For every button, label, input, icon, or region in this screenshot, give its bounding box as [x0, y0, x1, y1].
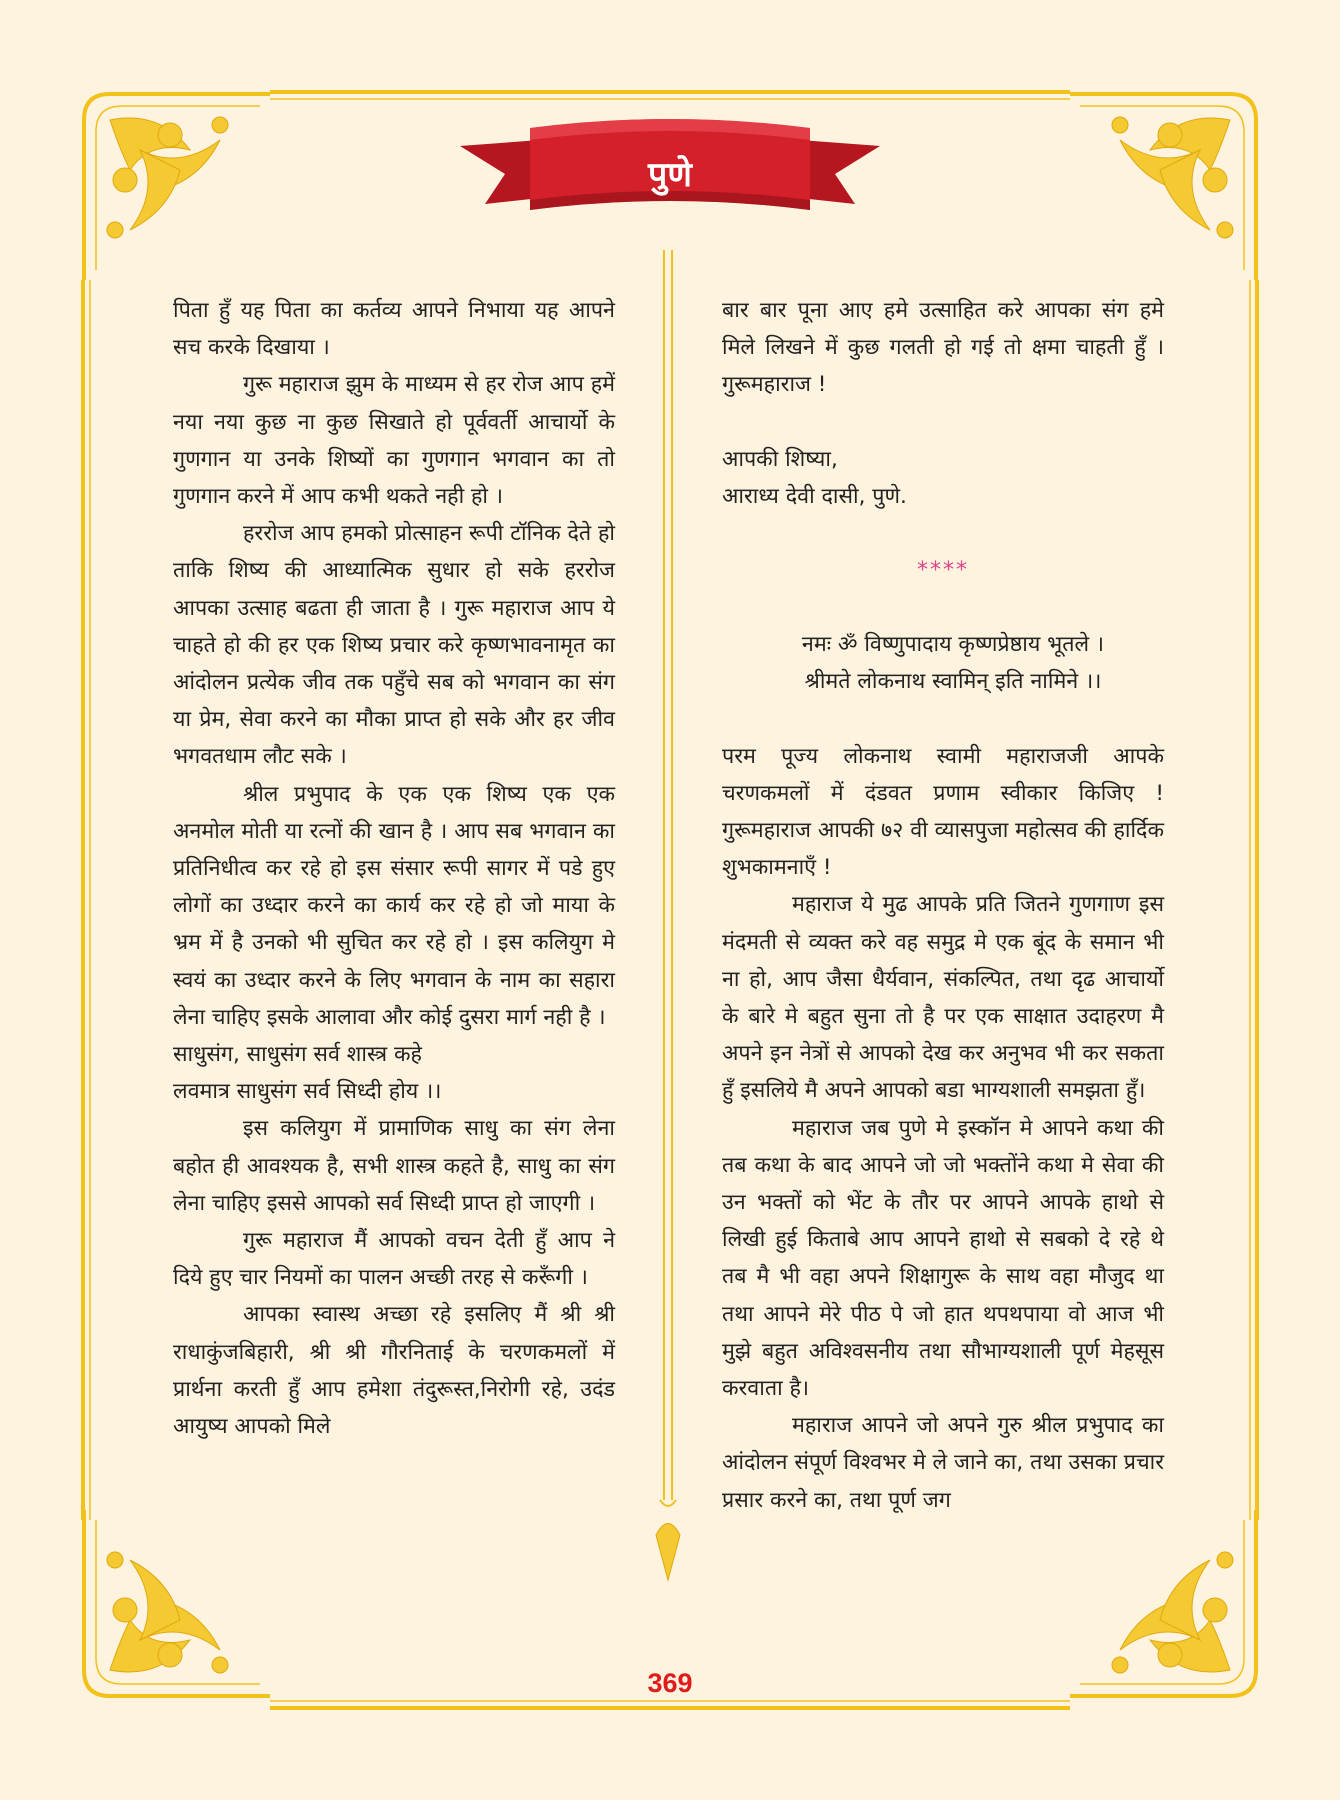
page-title: पुणे [648, 155, 692, 195]
verse-line: श्रीमते लोकनाथ स्वामिन् इति नामिने ।। [804, 669, 1102, 695]
salutation: परम पूज्य लोकनाथ स्वामी महाराजजी आपके चरणकमलों में दंडवत प्रणाम स्वीकार किजिए ! गुरूमहाराज आपकी ७२ वी व्यासपुजा महोत्सव की हार्दिक शुभकामनाएँ ! [722, 743, 1164, 881]
verse-line: साधुसंग, साधुसंग सर्व शास्त्र कहे [173, 1042, 422, 1068]
paragraph: बार बार पूना आए हमे उत्साहित करे आपका संग हमे मिले लिखने में कुछ गलती हो गई तो क्षमा चाहती हुँ । गुरूमहाराज ! [722, 298, 1164, 398]
paragraph: महाराज आपने जो अपने गुरु श्रील प्रभुपाद का आंदोलन संपूर्ण विश्वभर मे ले जाने का, तथा उसका प्रचार प्रसार करने का, तथा पूर्ण जग [722, 1413, 1164, 1513]
right-column [722, 292, 1164, 1519]
section-separator: **** [917, 558, 969, 584]
verse-line: लवमात्र साधुसंग सर्व सिध्दी होय ।। [173, 1079, 442, 1105]
signoff-line: आपकी शिष्या, [722, 446, 838, 472]
paragraph: गुरू महाराज झुम के माध्यम से हर रोज आप हमें नया नया कुछ ना कुछ सिखाते हो पूर्ववर्ती आचार्यो के गुणगान या उनके शिष्यों का गुणगान भगवान का तो गुणगान करने में आप कभी थकते नही हो । [173, 372, 615, 510]
verse-line: नमः ॐ विष्णुपादाय कृष्णप्रेष्ठाय भूतले । [801, 632, 1105, 658]
paragraph: हररोज आप हमको प्रोत्साहन रूपी टॉनिक देते हो ताकि शिष्य की आध्यात्मिक सुधार हो सके हररोज आपका उत्साह बढता ही जाता है । गुरू महाराज आप ये चाहते हो की हर एक शिष्य प्रचार करे कृष्णभावनामृत का आंदोलन प्रत्येक जीव तक पहुँचे सब को भगवान का संग या प्रेम, सेवा करने का मौका प्राप्त हो सके और हर जीव भगवतधाम लौट सके । [173, 521, 615, 770]
column-divider [648, 250, 688, 1590]
paragraph: आपका स्वास्थ अच्छा रहे इसलिए मैं श्री श्री राधाकुंजबिहारी, श्री श्री गौरनिताई के चरणकमलों में प्रार्थना करती हुँ आप हमेशा तंदुरूस्त,निरोगी रहे, उदंड आयुष्य आपको मिले [173, 1302, 615, 1440]
signoff-author: आराध्य देवी दासी, पुणे. [722, 483, 907, 509]
page-number: 369 [647, 1668, 693, 1698]
paragraph: इस कलियुग में प्रामाणिक साधु का संग लेना बहोत ही आवश्यक है, सभी शास्त्र कहते है, साधु का संग लेना चाहिए इससे आपको सर्व सिध्दी प्राप्त हो जाएगी । [173, 1116, 615, 1216]
paragraph: महाराज जब पुणे मे इस्कॉन मे आपने कथा की तब कथा के बाद आपने जो जो भक्तोंने कथा मे सेवा की उन भक्तों को भेंट के तौर पर आपने आपके हाथो से लिखी हुई किताबे आप आपने हाथो से सबको दे रहे थे तब मै भी वहा अपने शिक्षागुरू के साथ वहा मौजुद था तथा आपने मेरे पीठ पे जो हात थपथपाया वो आज भी मुझे बहुत अविश्वसनीय तथा सौभाग्यशाली पूर्ण मेहसूस करवाता है। [722, 1115, 1164, 1402]
paragraph: श्रील प्रभुपाद के एक एक शिष्य एक एक अनमोल मोती या रत्नों की खान है । आप सब भगवान का प्रतिनिधीत्व कर रहे हो इस संसार रूपी सागर में पडे हुए लोगों का उध्दार करने का कार्य कर रहे हो जो माया के भ्रम में है उनको भी सुचित कर रहे हो । इस कलियुग मे स्वयं का उध्दार करने के लिए भगवान के नाम का सहारा लेना चाहिए इसके आलावा और कोई दुसरा मार्ग नही है । [173, 781, 615, 1030]
paragraph: गुरू महाराज मैं आपको वचन देती हुँ आप ने दिये हुए चार नियमों का पालन अच्छी तरह से करूँगी । [173, 1228, 615, 1291]
left-column [173, 292, 615, 1445]
paragraph: महाराज ये मुढ आपके प्रति जितने गुणगाण इस मंदमती से व्यक्त करे वह समुद्र मे एक बूंद के समान भी ना हो, आप जैसा धैर्यवान, संकल्पित, तथा दृढ आचार्यो के बारे मे बहुत सुना तो है पर एक साक्षात उदाहरण मै अपने इन नेत्रों से आपको देख कर अनुभव भी कर सकता हुँ इसलिये मै अपने आपको बडा भाग्यशाली समझता हुँ। [722, 892, 1164, 1104]
paragraph: पिता हुँ यह पिता का कर्तव्य आपने निभाया यह आपने सच करके दिखाया । [173, 298, 615, 361]
